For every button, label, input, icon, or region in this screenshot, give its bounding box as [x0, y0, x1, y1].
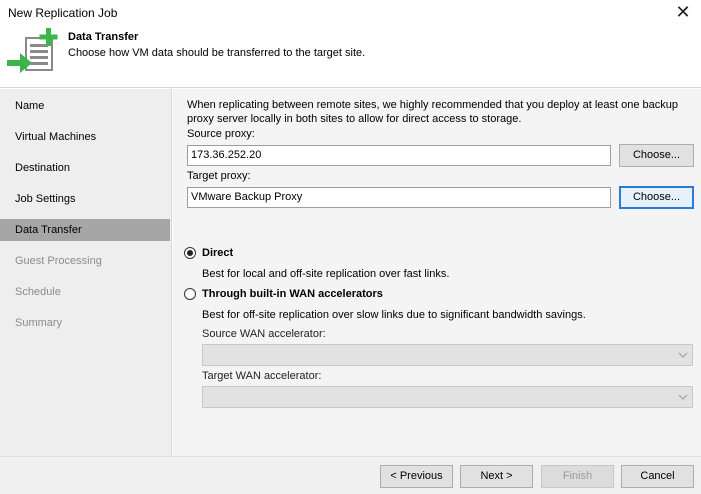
chevron-down-icon — [678, 350, 688, 360]
next-button[interactable]: Next > — [460, 465, 533, 488]
target-wan-label: Target WAN accelerator: — [202, 370, 322, 382]
title-bar — [0, 0, 701, 26]
source-wan-label: Source WAN accelerator: — [202, 328, 326, 340]
source-proxy-label: Source proxy: — [187, 128, 255, 140]
source-wan-dropdown — [202, 344, 693, 366]
chevron-down-icon — [678, 392, 688, 402]
step-name[interactable]: Name — [15, 100, 45, 112]
cancel-button[interactable]: Cancel — [621, 465, 694, 488]
page-title: Data Transfer — [68, 31, 139, 43]
previous-button[interactable]: < Previous — [380, 465, 453, 488]
wizard-steps-sidebar — [0, 89, 172, 456]
window-title: New Replication Job — [8, 6, 118, 20]
source-proxy-field[interactable]: 173.36.252.20 — [187, 145, 611, 166]
info-text: When replicating between remote sites, we highly recommended that you deploy at least one backup proxy server locally in both sites to allow for direct access to storage. — [187, 99, 679, 125]
wan-description: Best for off-site replication over slow links due to significant bandwidth savings. — [202, 309, 586, 321]
page-subtitle: Choose how VM data should be transferred to the target site. — [68, 47, 366, 59]
finish-button: Finish — [541, 465, 614, 488]
step-guest-processing: Guest Processing — [15, 255, 102, 267]
step-schedule: Schedule — [15, 286, 61, 298]
close-icon[interactable]: ✕ — [675, 2, 691, 22]
wan-accelerator-radio[interactable] — [184, 288, 196, 300]
replication-job-icon — [6, 28, 62, 82]
target-wan-dropdown — [202, 386, 693, 408]
target-proxy-field[interactable]: VMware Backup Proxy — [187, 187, 611, 208]
step-summary: Summary — [15, 317, 63, 329]
direct-description: Best for local and off-site replication over fast links. — [202, 268, 450, 280]
source-proxy-choose-button[interactable]: Choose... — [619, 144, 694, 167]
step-virtual-machines[interactable]: Virtual Machines — [15, 131, 97, 143]
direct-radio-label[interactable]: Direct — [202, 247, 234, 259]
target-proxy-label: Target proxy: — [187, 170, 251, 182]
step-job-settings[interactable]: Job Settings — [15, 193, 76, 205]
direct-radio[interactable] — [184, 247, 196, 259]
wizard-header — [0, 26, 701, 88]
target-proxy-choose-button[interactable]: Choose... — [619, 186, 694, 209]
step-data-transfer[interactable]: Data Transfer — [0, 219, 170, 241]
step-destination[interactable]: Destination — [15, 162, 71, 174]
wan-accelerator-radio-label[interactable]: Through built-in WAN accelerators — [202, 288, 383, 300]
